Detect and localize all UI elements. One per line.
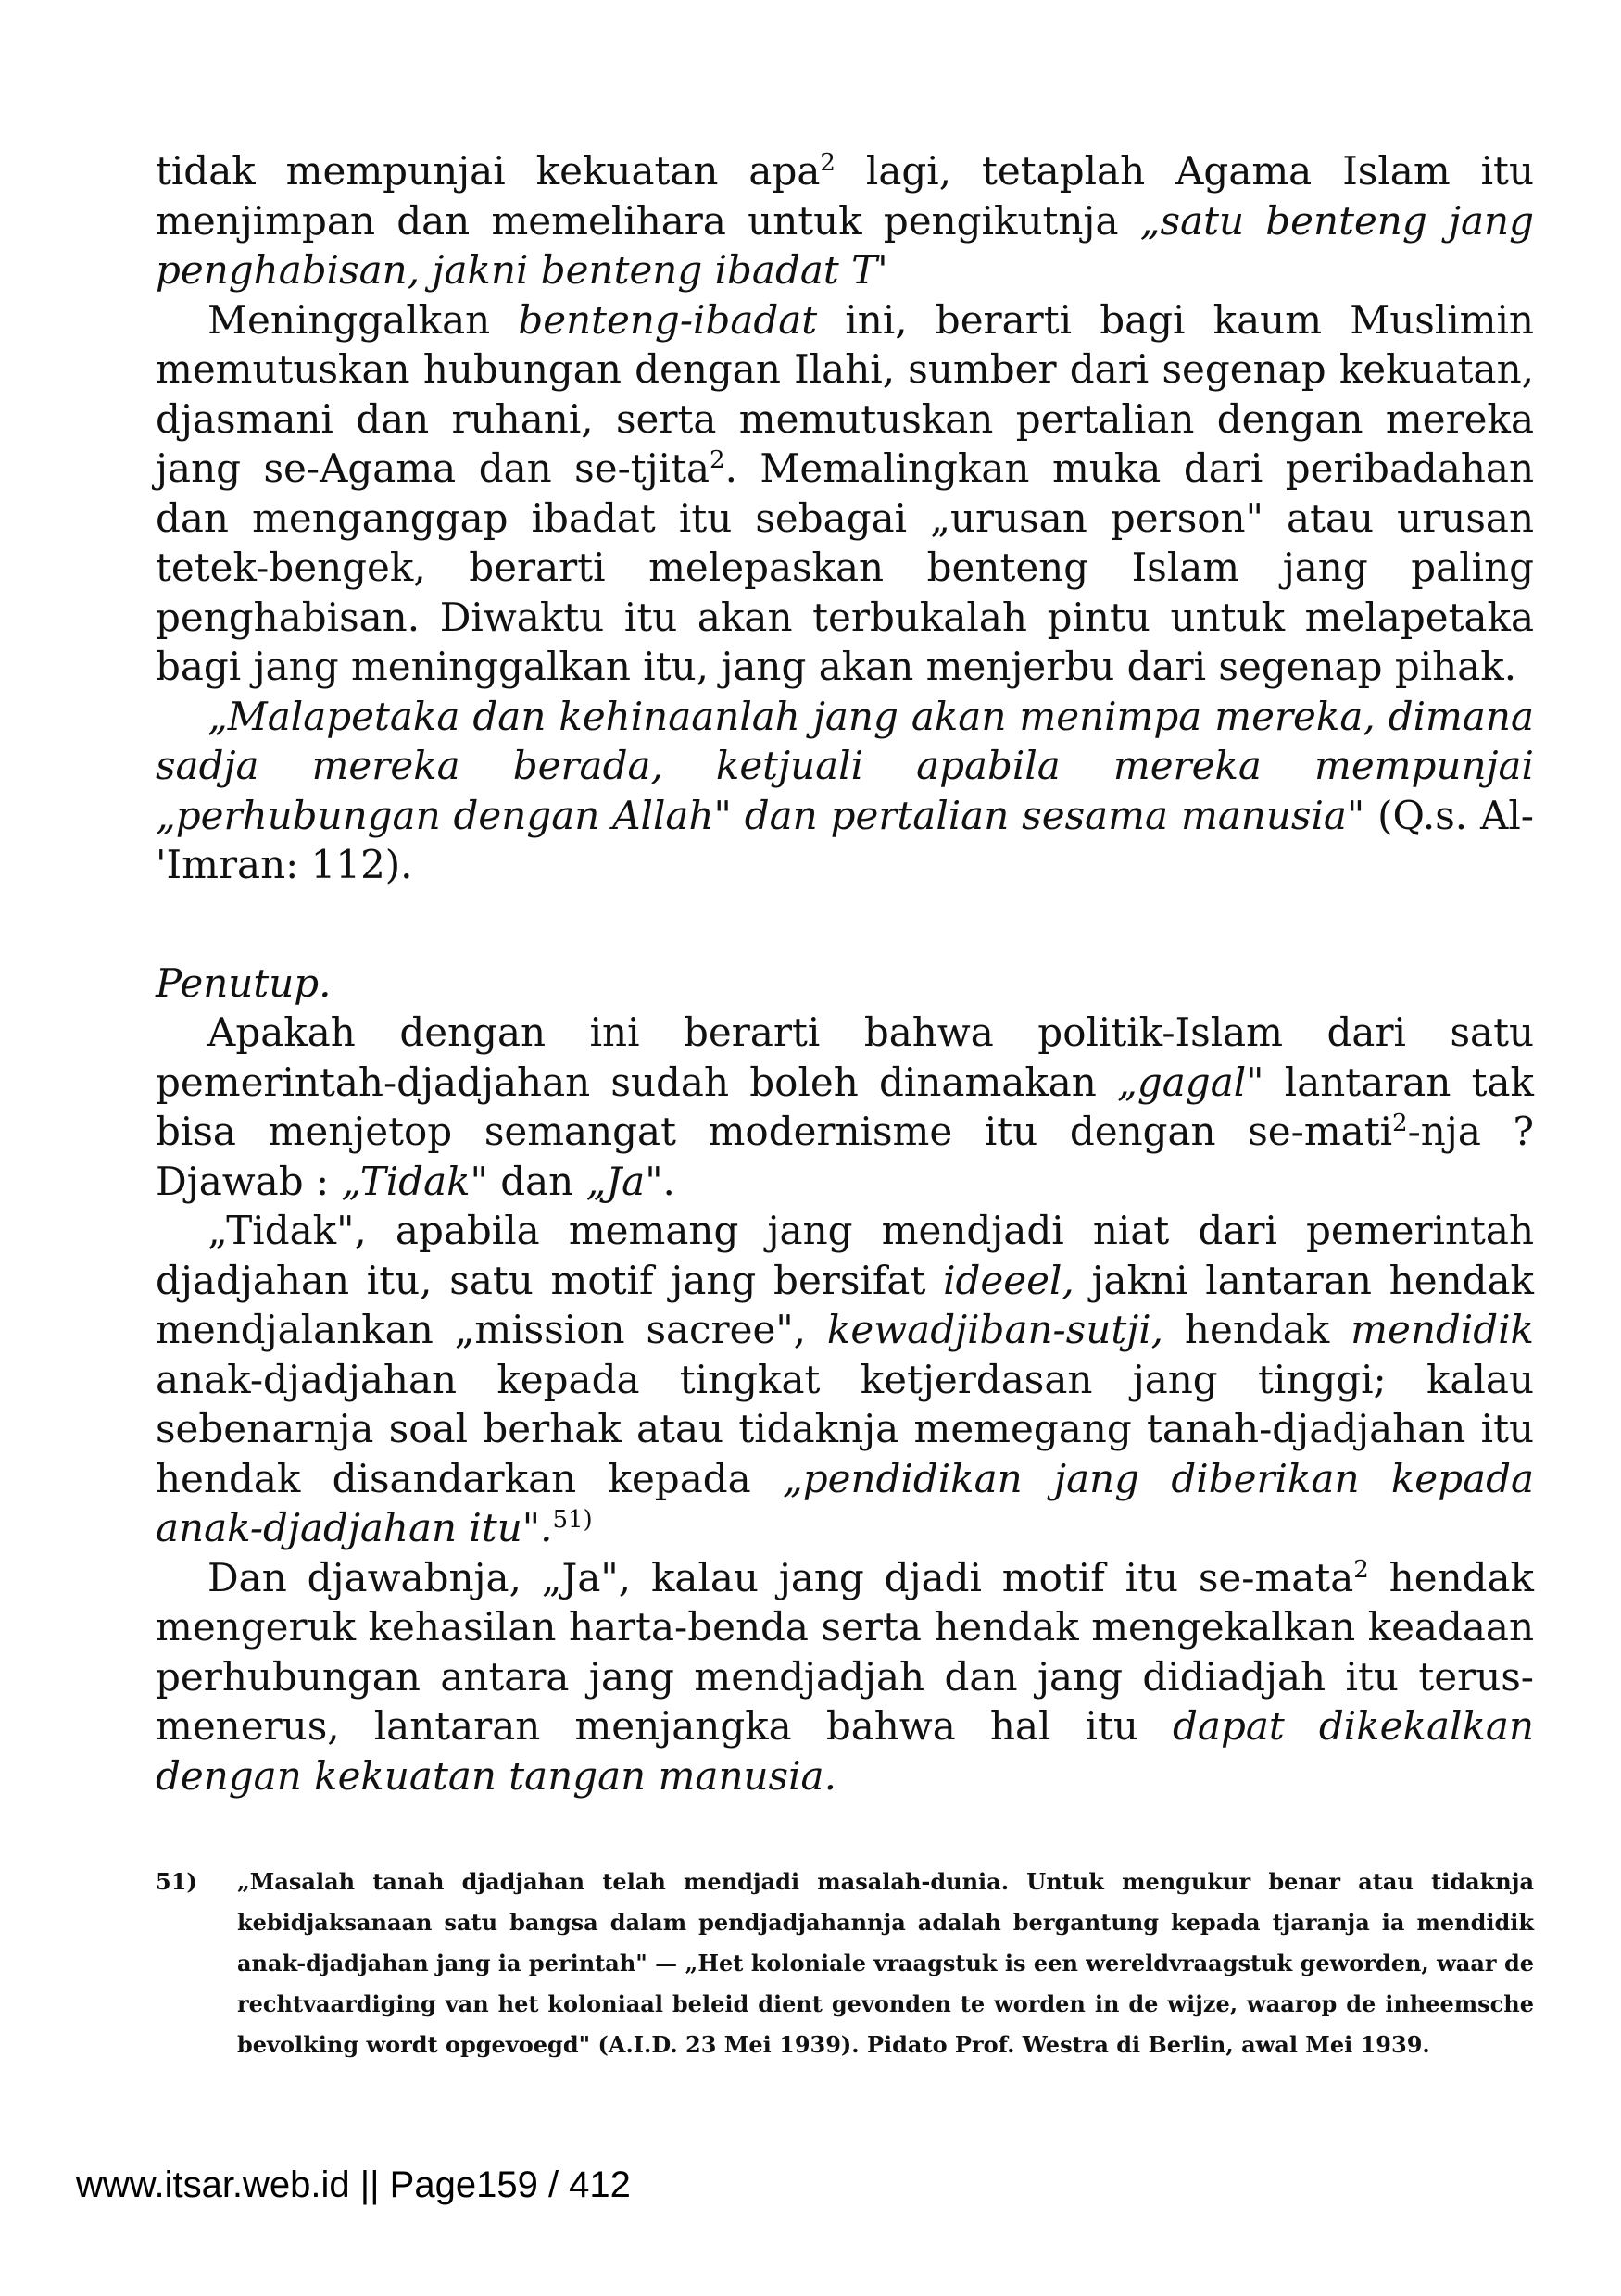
superscript: 2 — [710, 446, 725, 474]
text: Dan djawabnja, „Ja", kalau jang djadi motif itu se-mata — [207, 1554, 1354, 1600]
text: Apakah dengan ini berarti bahwa politik-Islam dari satu pemerintah-djadjahan sudah boleh dinamakan — [156, 1010, 1534, 1105]
paragraph-2 — [156, 295, 1534, 692]
italic-text: „pendidikan jang diberikan kepada anak-djadjahan itu". — [156, 1455, 1534, 1550]
text: . Memalingkan muka dari peribadahan dan menganggap ibadat itu sebagai „urusan person" atau urusan tetek-bengek, berarti melepaskan benteng Islam jang paling penghabisan. Diwaktu itu akan terbukalah pintu untuk melapetaka bagi jang meninggalkan itu, jang akan menjerbu dari segenap pihak. — [156, 445, 1534, 689]
italic-text: „gagal" — [1117, 1059, 1264, 1105]
italic-text: „Malapetaka dan kehinaanlah jang akan menimpa mereka, dimana sadja mereka berada, ketjuali apabila mereka mempunjai „perhubungan dengan Allah" dan pertalian sesama manusia" — [156, 693, 1534, 838]
italic-text: ideeel, — [943, 1257, 1074, 1303]
superscript: 2 — [1392, 1110, 1408, 1137]
paragraph-4 — [156, 1008, 1534, 1206]
italic-text: „satu benteng jang penghabisan, jakni benteng ibadat T' — [156, 197, 1534, 293]
quran-quote — [156, 692, 1534, 890]
footnote-number: 51) — [156, 1868, 197, 1895]
spacer — [156, 890, 1534, 959]
section-heading: Penutup. — [156, 960, 332, 1006]
italic-text: mendidik — [1351, 1307, 1534, 1352]
text: (Q.s. Al-'Imran: 112). — [156, 792, 1535, 887]
italic-text: „Tidak" — [341, 1158, 488, 1204]
page-footer: www.itsar.web.id || Page159 / 412 — [76, 2164, 631, 2205]
footnote-51 — [156, 1862, 1534, 2065]
italic-text: „Ja" — [585, 1158, 663, 1204]
text: anak-djadjahan kepada tingkat ketjerdasan jang tinggi; kalau sebenarnja soal berhak atau tidaknja memegang tanah-djadjahan itu hendak disandarkan kepada — [156, 1356, 1534, 1501]
italic-text: benteng-ibadat — [518, 296, 818, 343]
text: Meninggalkan — [207, 296, 519, 343]
text: „Tidak", apabila memang jang mendjadi niat dari pemerintah djadjahan itu, satu motif jang bersifat — [156, 1208, 1534, 1303]
text: hendak — [1163, 1307, 1351, 1352]
text: lantaran tak bisa menjetop semangat modernisme itu dengan se-mati — [156, 1059, 1534, 1154]
superscript: 2 — [1353, 1555, 1369, 1584]
text: dan — [487, 1158, 586, 1204]
page-body — [156, 146, 1534, 1800]
footnote-text: „Masalah tanah djadjahan telah mendjadi masalah-dunia. Untuk mengukur benar atau tidaknja kebidjaksanaan satu bangsa dalam pendjadjahannja adalah bergantung kepada tjaranja ia mendidik anak-djadjahan jang ia perintah" — „Het koloniale vraagstuk is een wereldvraagstuk geworden, waar de rechtvaardiging van het koloniaal beleid dient gevonden te worden in de wijze, waarop de inheemsche bevolking wordt opgevoegd" (A.I.D. 23 Mei 1939). Pidato Prof. Westra di Berlin, awal Mei 1939. — [237, 1868, 1534, 2058]
italic-text: dapat dikekalkan dengan kekuatan tangan manusia. — [156, 1703, 1534, 1799]
italic-text: kewadjiban-sutji, — [826, 1307, 1164, 1352]
paragraph-1 — [156, 146, 1534, 295]
text: jakni lantaran hendak mendjalankan „mission sacree", — [156, 1257, 1534, 1352]
text: . — [662, 1158, 675, 1204]
paragraph-5 — [156, 1206, 1534, 1553]
text: ini, berarti bagi kaum Muslimin memutuskan hubungan dengan Ilahi, sumber dari segenap kekuatan, djasmani dan ruhani, serta memutuskan pertalian dengan mereka jang se-Agama dan se-tjita — [156, 296, 1534, 491]
text: -nja ? Djawab : — [156, 1109, 1535, 1204]
superscript: 2 — [820, 149, 836, 177]
text: hendak mengeruk kehasilan harta-benda serta hendak mengekalkan keadaan perhubungan antara jang mendjadjah dan jang didiadjah itu terus-menerus, lantaran menjangka bahwa hal itu — [156, 1554, 1534, 1749]
text: tidak mempunjai kekuatan apa — [156, 148, 821, 194]
paragraph-6 — [156, 1553, 1534, 1801]
footnote-reference: 51) — [552, 1506, 593, 1534]
text: lagi, tetaplah Agama Islam itu menjimpan dan memelihara untuk pengikutnja — [156, 148, 1534, 244]
